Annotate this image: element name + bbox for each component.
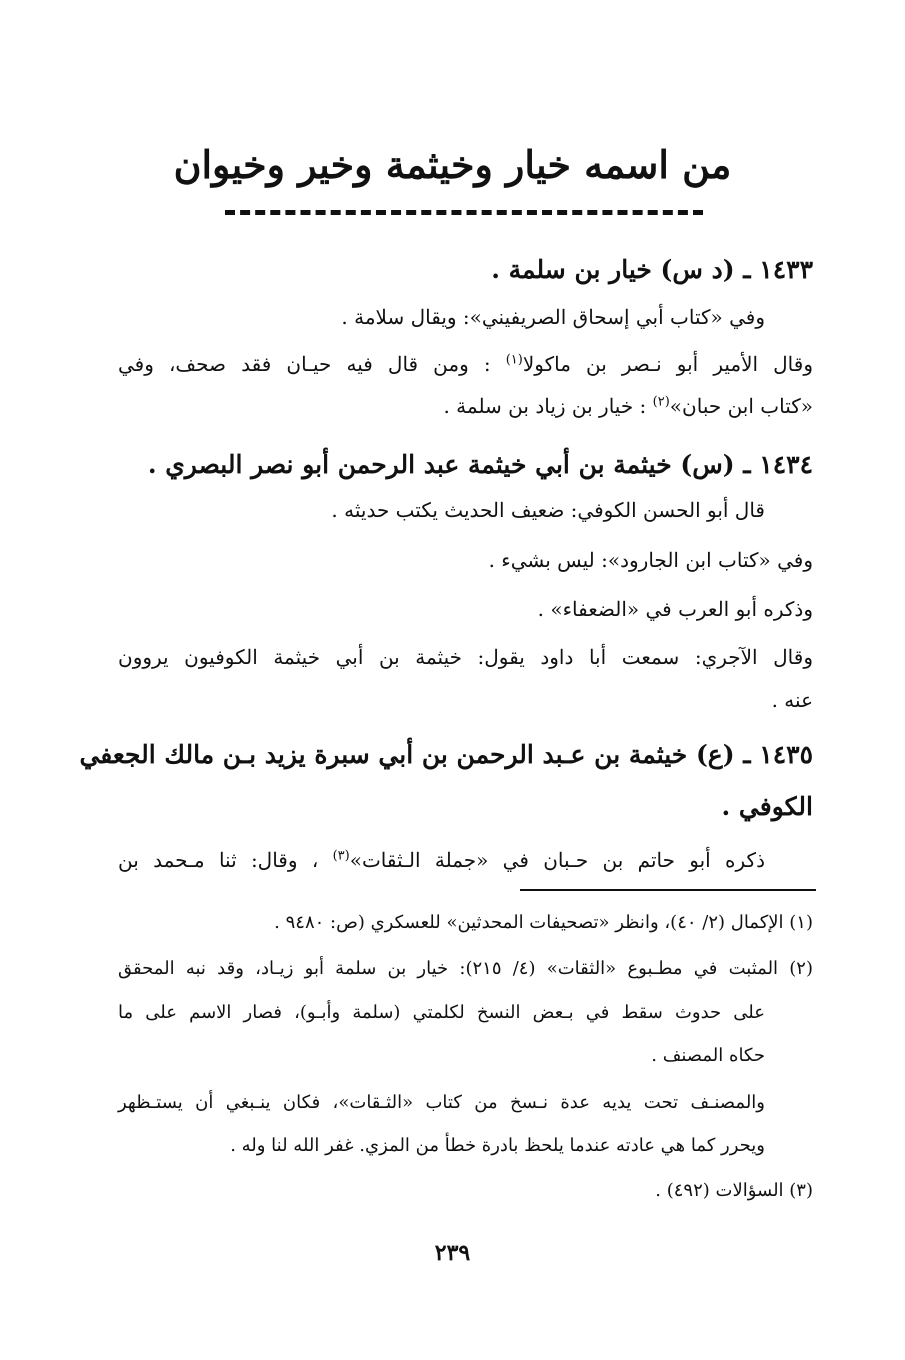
footnote-ref: (٣) — [332, 848, 350, 864]
footnote-2-cont: ويحرر كما هي عادته عندما يلحظ بادرة خطأ من المزي. غفر الله لنا وله . — [230, 1135, 765, 1156]
footnote-1: (١) الإكمال (٢/ ٤٠)، وانظر «تصحيفات المحدثين» للعسكري (ص: ٩٤٨٠ . — [274, 912, 813, 933]
entry-heading-1435: ١٤٣٥ ـ (ع) خيثمة بن عـبد الرحمن بن أبي سبرة يزيد بـن مالك الجعفي — [79, 740, 813, 769]
entry-text-line: ذكره أبو حاتم بن حـبان في «جملة الـثقات»$^{(٣)}$ ، وقال: ثنا مـحمد بن — [118, 848, 765, 872]
entry-text-line: عنه . — [771, 688, 813, 712]
footnote-2-cont: والمصنـف تحت يديه عدة نـسخ من كتاب «الثـقات»، فكان ينـبغي أن يستـظهر — [118, 1092, 765, 1113]
entry-heading-1434: ١٤٣٤ ـ (س) خيثمة بن أبي خيثمة عبد الرحمن أبو نصر البصري . — [147, 450, 813, 479]
footnote-ref: (٢) — [652, 394, 670, 410]
footnote-2-cont: على حدوث سقط في بـعض النسخ لكلمتي (سلمة وأبـو)، فصار الاسم على ما — [118, 1002, 765, 1023]
entry-text-line: «كتاب ابن حبان»$^{(٢)}$ : خيار بن زياد بن سلمة . — [443, 394, 813, 418]
footnote-divider — [520, 889, 816, 891]
footnote-3: (٣) السؤالات (٤٩٢) . — [655, 1180, 813, 1201]
entry-text-line: وذكره أبو العرب في «الضعفاء» . — [537, 597, 813, 621]
footnote-ref: (١) — [505, 352, 523, 368]
entry-text-line: وقال الآجري: سمعت أبا داود يقول: خيثمة بن أبي خيثمة الكوفيون يروون — [118, 645, 813, 669]
page-number: ٢٣٩ — [434, 1240, 471, 1266]
section-title: من اسمه خيار وخيثمة وخير وخيوان — [173, 142, 732, 187]
entry-text-line: قال أبو الحسن الكوفي: ضعيف الحديث يكتب حديثه . — [331, 498, 765, 522]
entry-text-line: وقال الأمير أبو نـصر بن ماكولا$^{(١)}$ : ومن قال فيه حيـان فقد صحف، وفي — [118, 352, 813, 376]
footnote-2: (٢) المثبت في مطـبوع «الثقات» (٤/ ٢١٥): خيار بن سلمة أبو زيـاد، وقد نبه المحقق — [118, 958, 813, 979]
entry-heading-1435-cont: الكوفي . — [721, 792, 813, 821]
entry-text-line: وفي «كتاب ابن الجارود»: ليس بشيء . — [488, 548, 813, 572]
footnote-2-cont: حكاه المصنف . — [651, 1045, 765, 1066]
entry-heading-1433: ١٤٣٣ ـ (د س) خيار بن سلمة . — [491, 255, 813, 284]
title-divider — [225, 210, 703, 215]
entry-text-line: وفي «كتاب أبي إسحاق الصريفيني»: ويقال سلامة . — [341, 305, 765, 329]
